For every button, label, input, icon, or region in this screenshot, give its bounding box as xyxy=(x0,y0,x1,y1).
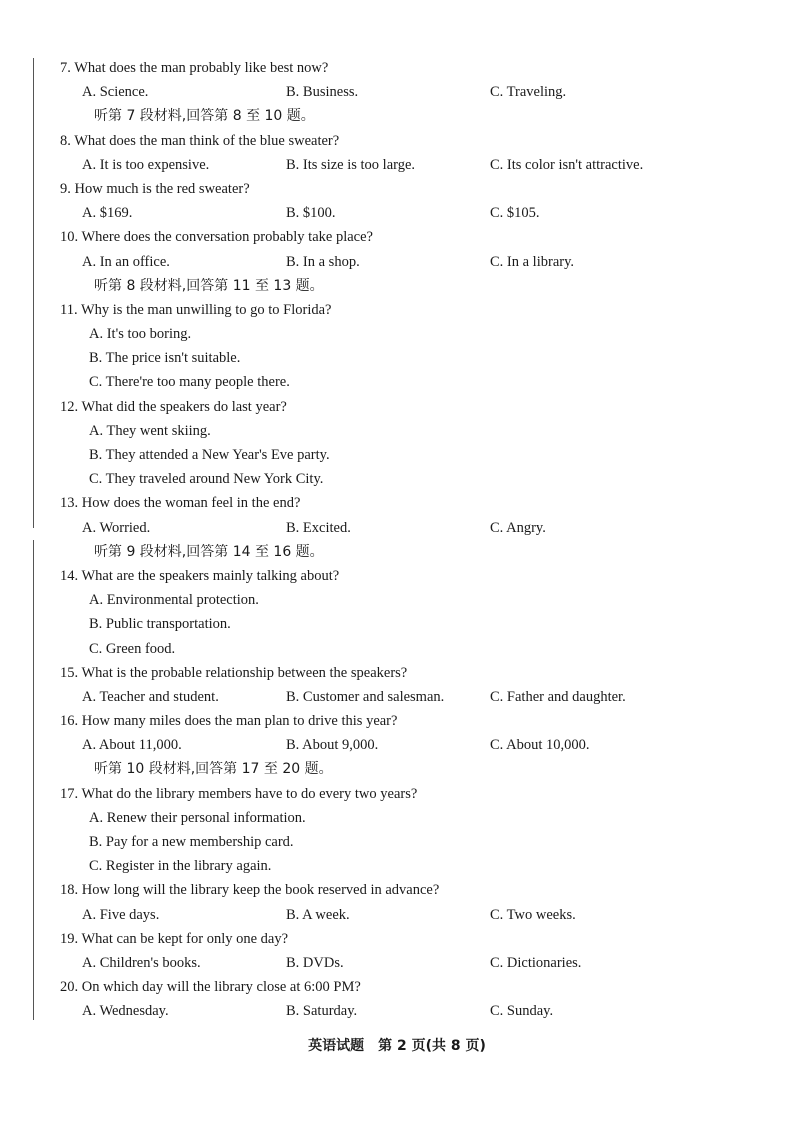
option-row xyxy=(60,80,760,104)
question-text: How many miles does the man plan to drive this year? xyxy=(81,713,398,730)
question-number: 10. xyxy=(60,229,79,246)
question-stem xyxy=(60,927,760,951)
question-stem xyxy=(60,395,760,419)
question-number: 15. xyxy=(60,664,79,681)
question-stem xyxy=(60,878,760,902)
margin-line-bottom xyxy=(33,540,34,1020)
question-number: 7. xyxy=(60,60,71,76)
option-a: A. In an office. xyxy=(82,253,170,270)
question-number: 18. xyxy=(60,882,79,899)
option-b: B. Pay for a new membership card. xyxy=(89,834,294,850)
question-stem xyxy=(60,782,760,806)
option-a: A. Renew their personal information. xyxy=(89,809,306,826)
option-b: B. Business. xyxy=(286,84,359,101)
margin-line-top xyxy=(33,58,34,528)
question-number: 17. xyxy=(60,785,79,802)
question-text: How does the woman feel in the end? xyxy=(81,495,301,512)
option-row xyxy=(60,250,760,274)
question-stem xyxy=(60,129,760,153)
option-row xyxy=(60,999,760,1023)
question-stem xyxy=(60,56,760,80)
option-b: B. Its size is too large. xyxy=(286,156,416,173)
question-text: What do the library members have to do every two years? xyxy=(81,785,418,802)
option-b: B. Public transportation. xyxy=(89,616,231,633)
option-a: A. Five days. xyxy=(82,906,160,923)
option-row xyxy=(60,903,760,927)
question-text: What does the man probably like best now? xyxy=(74,60,329,76)
option-c: C. $105. xyxy=(490,205,540,222)
question-text: How long will the library keep the book reserved in advance? xyxy=(81,882,440,899)
question-stem xyxy=(60,709,760,733)
option-c: C. Register in the library again. xyxy=(89,858,272,875)
section-instruction: 听第 9 段材料,回答第 14 至 16 题。 xyxy=(94,543,324,560)
option-c: C. Angry. xyxy=(490,519,546,536)
question-text: What did the speakers do last year? xyxy=(81,398,287,415)
question-text: How much is the red sweater? xyxy=(74,180,250,197)
question-number: 11. xyxy=(60,301,78,318)
option-row xyxy=(60,201,760,225)
question-number: 8. xyxy=(60,132,71,149)
question-text: On which day will the library close at 6:00 PM? xyxy=(81,979,361,996)
option-c: C. Its color isn't attractive. xyxy=(490,156,644,173)
option-a: A. Worried. xyxy=(82,519,151,536)
option-c: C. Sunday. xyxy=(490,1003,554,1020)
option-a: A. About 11,000. xyxy=(82,737,182,754)
question-number: 13. xyxy=(60,495,79,512)
option-a: A. Children's books. xyxy=(82,954,201,971)
question-text: What are the speakers mainly talking about? xyxy=(81,567,340,584)
option-b: B. In a shop. xyxy=(286,253,360,270)
option-b: B. Customer and salesman. xyxy=(286,688,445,705)
option-b: B. They attended a New Year's Eve party. xyxy=(89,447,330,463)
question-text: Why is the man unwilling to go to Florida? xyxy=(80,301,332,318)
section-instruction: 听第 8 段材料,回答第 11 至 13 题。 xyxy=(94,277,324,294)
option-c: C. In a library. xyxy=(490,253,575,270)
question-stem xyxy=(60,661,760,685)
option-b: B. DVDs. xyxy=(286,954,344,971)
question-number: 20. xyxy=(60,979,79,996)
option-a: A. $169. xyxy=(82,205,133,222)
question-stem xyxy=(60,564,760,588)
option-c: C. Green food. xyxy=(89,640,176,657)
option-a: A. It's too boring. xyxy=(89,326,192,343)
option-b: B. Excited. xyxy=(286,519,351,536)
option-row xyxy=(60,153,760,177)
option-b: B. The price isn't suitable. xyxy=(89,350,241,367)
question-text: What can be kept for only one day? xyxy=(81,930,289,947)
option-b: B. $100. xyxy=(286,205,336,222)
option-a: A. Environmental protection. xyxy=(89,592,259,609)
option-b: B. Saturday. xyxy=(286,1003,358,1020)
question-text: What is the probable relationship between the speakers? xyxy=(81,664,408,681)
page-footer: 英语试题 第 2 页(共 8 页) xyxy=(308,1038,486,1054)
option-row xyxy=(60,733,760,757)
question-number: 14. xyxy=(60,567,79,584)
question-stem xyxy=(60,975,760,999)
question-number: 19. xyxy=(60,930,79,947)
option-c: C. There're too many people there. xyxy=(89,374,290,391)
question-number: 16. xyxy=(60,713,79,730)
question-stem xyxy=(60,491,760,515)
question-text: Where does the conversation probably take place? xyxy=(81,229,373,246)
option-a: A. Science. xyxy=(82,84,149,101)
option-b: B. About 9,000. xyxy=(286,737,379,754)
option-c: C. Dictionaries. xyxy=(490,954,582,971)
option-row xyxy=(60,951,760,975)
option-c: C. They traveled around New York City. xyxy=(89,471,324,488)
option-row xyxy=(60,685,760,709)
option-row xyxy=(60,516,760,540)
option-b: B. A week. xyxy=(286,906,350,923)
option-c: C. Two weeks. xyxy=(490,906,576,923)
option-a: A. Wednesday. xyxy=(82,1003,169,1020)
question-stem xyxy=(60,225,760,249)
question-number: 9. xyxy=(60,180,71,197)
section-instruction: 听第 10 段材料,回答第 17 至 20 题。 xyxy=(94,761,333,778)
question-list xyxy=(60,56,760,1024)
option-a: A. They went skiing. xyxy=(89,422,211,439)
section-instruction: 听第 7 段材料,回答第 8 至 10 题。 xyxy=(94,108,315,125)
question-stem xyxy=(60,298,760,322)
question-number: 12. xyxy=(60,398,79,415)
option-a: A. Teacher and student. xyxy=(82,688,219,705)
option-c: C. Father and daughter. xyxy=(490,688,626,705)
question-text: What does the man think of the blue sweater? xyxy=(74,132,340,149)
question-stem xyxy=(60,177,760,201)
option-c: C. About 10,000. xyxy=(490,737,590,754)
option-c: C. Traveling. xyxy=(490,84,567,101)
option-a: A. It is too expensive. xyxy=(82,156,210,173)
